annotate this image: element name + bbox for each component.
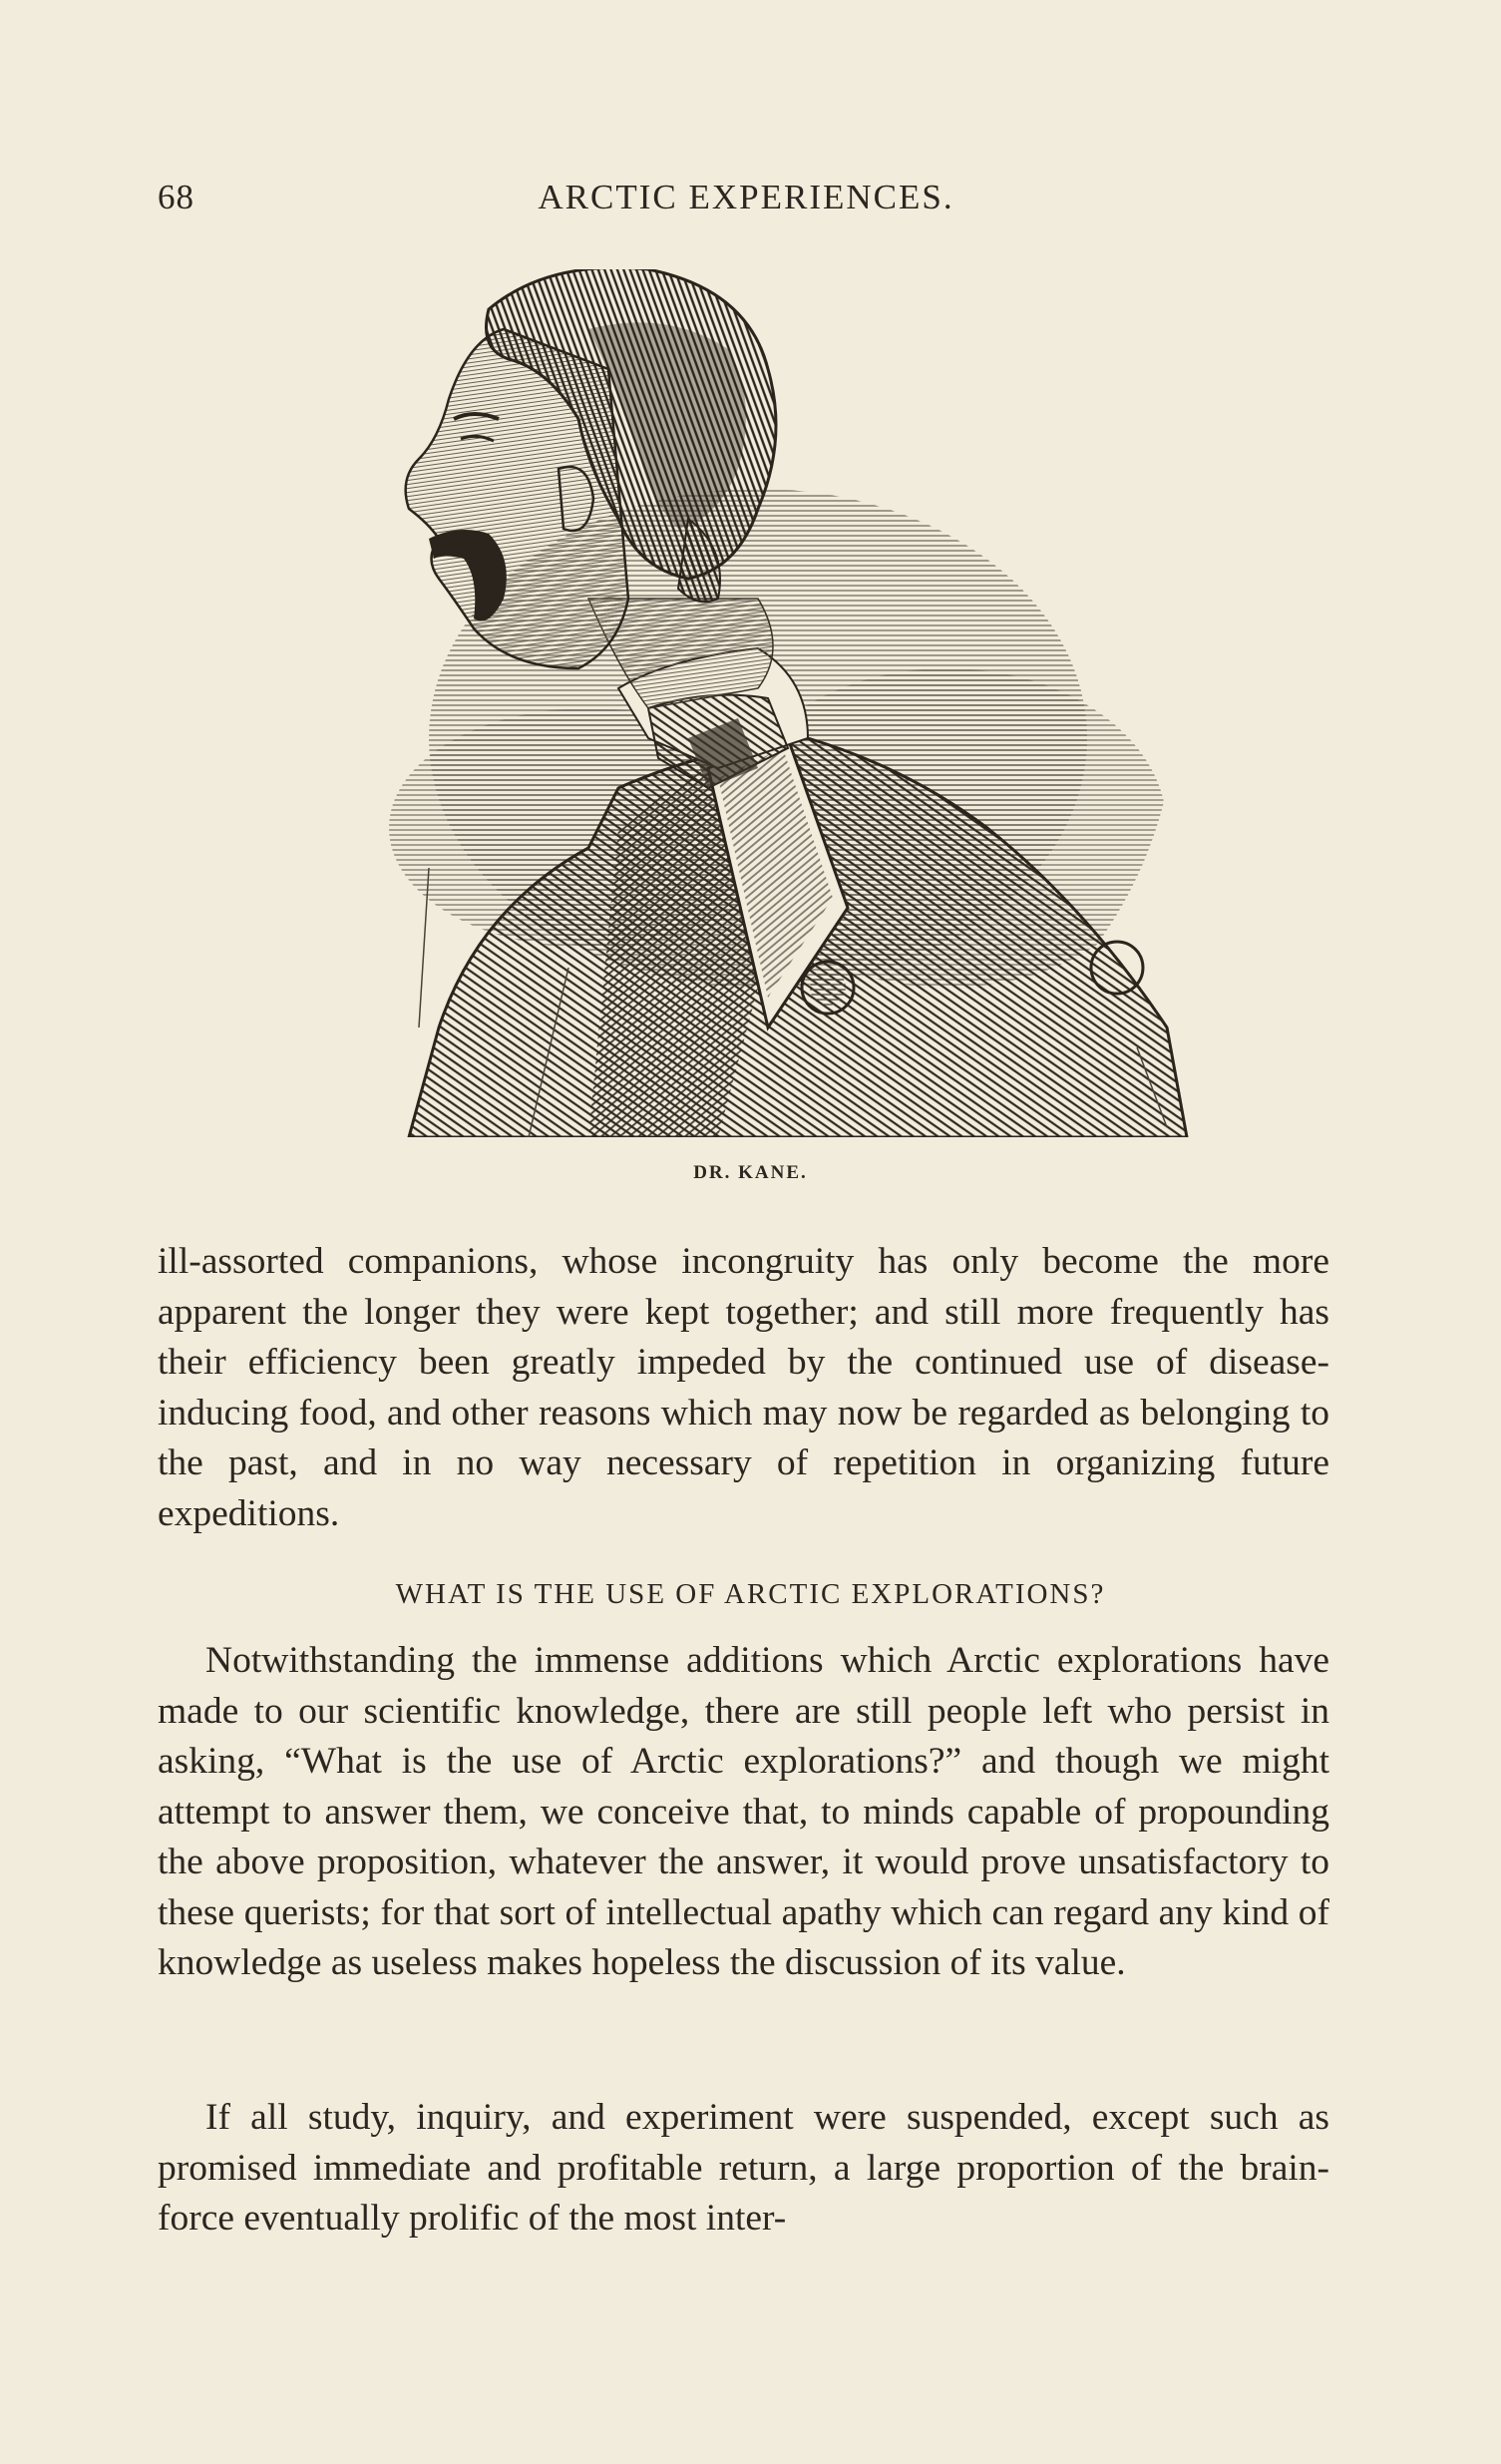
portrait-engraving bbox=[289, 269, 1207, 1137]
running-head bbox=[158, 178, 1334, 227]
illustration-caption: DR. KANE. bbox=[693, 1162, 808, 1183]
paragraph-arctic-use: Notwithstanding the immense additions which Arctic explorations have made to our scientific knowledge, there are still people left who persist in asking, “What is the use of Arctic explorations?” and though we might attempt to answer them, we conceive that, to minds capable of propounding the above proposition, whatever the answer, it would prove unsatisfactory to these querists; for that sort of intellectual apathy which can regard any kind of knowledge as useless makes hopeless the discussion of its value. bbox=[158, 1640, 1329, 1983]
paragraph-continuation: ill-assorted companions, whose incongruity has only become the more apparent the longer they were kept together; and still more frequently has their efficiency been greatly impeded by the continued use of disease-inducing food, and other reasons which may now be regarded as belonging to the past, and in no way necessary of repetition in organizing future expeditions. bbox=[158, 1241, 1329, 1534]
page-number: 68 bbox=[158, 178, 194, 216]
section-heading: WHAT IS THE USE OF ARCTIC EXPLORATIONS? bbox=[395, 1578, 1106, 1610]
running-title: ARCTIC EXPERIENCES. bbox=[538, 178, 954, 216]
paragraph-study-inquiry: If all study, inquiry, and experiment were suspended, except such as promised immediate and profitable return, a large proportion of the brain-force eventually prolific of the most inter- bbox=[158, 2097, 1329, 2239]
